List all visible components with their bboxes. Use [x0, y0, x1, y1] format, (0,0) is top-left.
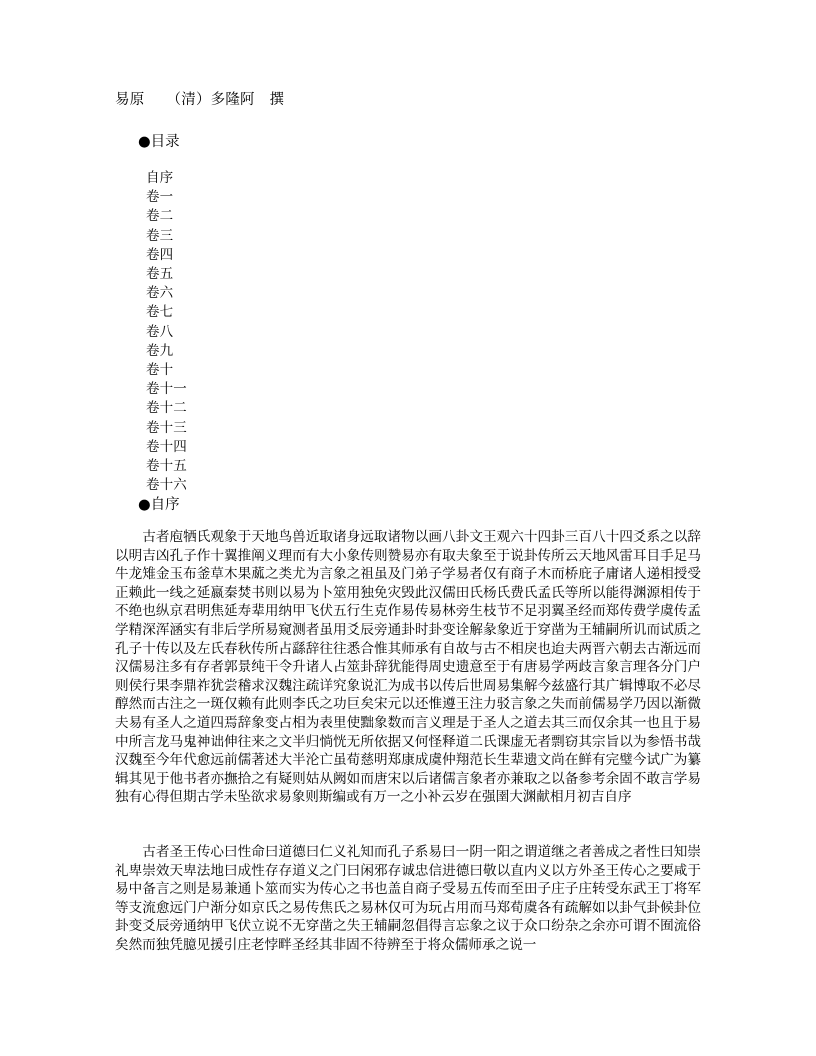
- document-title: 易原 （清）多隆阿 撰: [115, 92, 285, 108]
- table-of-contents: [146, 169, 187, 495]
- toc-heading: ●目录: [138, 134, 180, 150]
- toc-item-juan-10[interactable]: 卷十: [146, 362, 174, 379]
- preface-heading: ●自序: [138, 497, 180, 513]
- toc-item-juan-8[interactable]: 卷八: [146, 323, 174, 340]
- toc-item-juan-5[interactable]: 卷五: [146, 266, 174, 283]
- toc-item-juan-12[interactable]: 卷十二: [146, 400, 187, 417]
- toc-item-juan-11[interactable]: 卷十一: [146, 381, 187, 398]
- toc-item-juan-13[interactable]: 卷十三: [146, 419, 187, 436]
- toc-item-juan-15[interactable]: 卷十五: [146, 458, 187, 475]
- preface-paragraph-1: 古者庖牺氏观象于天地鸟兽近取诸身远取诸物以画八卦文王观六十四卦三百八十四爻系之以辞以明吉凶孔子作十翼推阐义理而有大小象传则赞易亦有取夫象至于说卦传所云天地风雷耳目手足马牛龙雉金玉布釜草木果蓏之类尤为言象之祖虽及门弟子学易者仅有商子木而桥庇子庸诸人递相授受正赖此一线之延嬴秦焚书则以易为卜筮用独免灾毁此汉儒田氏杨氏费氏孟氏等所以能得渊源相传于不绝也纵京君明焦延寿辈用纳甲飞伏五行生克作易传易林旁生枝节不足羽翼圣经而郑传费学虞传孟学精深浑涵实有非后学所易窥测者虽用爻辰旁通卦时卦变诠解彖象近于穿凿为王辅嗣所讥而试质之孔子十传以及左氏春秋传所占繇辞往往悉合惟其师承有自故与古不相戾也迨夫两晋六朝去古渐远而汉儒易注多有存者郭景纯干令升诸人占筮卦辞犹能得周史遗意至于有唐易学两歧言象言理各分门户则侯行果李鼎祚犹尝稽求汉魏注疏详究象说汇为成书以传后世周易集解今兹盛行其广辑博取不必尽醇然而古注之一斑仅赖有此则李氏之功巨矣宋元以还惟遵王注力驳言象之失而前儒易学乃因以渐微夫易有圣人之道四焉辞象变占相为表里使黜象数而言义理是于圣人之道去其三而仅余其一也且于易中所言龙马鬼神诎伸往来之文半归惝恍无所依据又何怪释道二氏课虚无者剽窃其宗旨以为参悟书哉汉魏至今年代愈远前儒著述大半沦亡虽荀慈明郑康成虞仲翔范长生辈遗文尚在鲜有完璧今试广为纂辑其见于他书者亦撫拾之有疑则姑从阙如而唐宋以后诸儒言象者亦兼取之以备参考余固不敢言学易独有心得但期古学未坠欲求易象则斯编或有万一之小补云岁在强圉大渊献相月初吉自序: [115, 529, 701, 806]
- toc-item-zixu[interactable]: 自序: [146, 170, 174, 186]
- toc-item-juan-9[interactable]: 卷九: [146, 342, 174, 359]
- toc-item-juan-7[interactable]: 卷七: [146, 304, 174, 321]
- toc-item-juan-1[interactable]: 卷一: [146, 189, 174, 206]
- toc-item-juan-14[interactable]: 卷十四: [146, 438, 187, 455]
- toc-item-juan-16[interactable]: 卷十六: [146, 477, 187, 494]
- toc-item-juan-6[interactable]: 卷六: [146, 285, 174, 302]
- preface-paragraph-2: 古者圣王传心曰性命曰道德曰仁义礼知而孔子系易曰一阴一阳之谓道继之者善成之者性曰知崇礼卑崇效天卑法地曰成性存存道义之门曰闲邪存诚忠信进德曰敬以直内义以方外圣王传心之要咸于易中备言之则是易兼通卜筮而实为传心之书也盖自商子受易五传而至田子庄子庄转受东武王丁将军等支流愈远门户渐分如京氏之易传焦氏之易林仅可为玩占用而马郑荀虞各有疏解如以卦气卦候卦位卦变爻辰旁通纳甲飞伏立说不无穿凿之失王辅嗣忽倡得言忘象之议于众口纷杂之余亦可谓不囿流俗矣然而独凭臆见援引庄老悖畔圣经其非固不待辨至于将众儒师承之说一: [115, 844, 701, 953]
- toc-item-juan-4[interactable]: 卷四: [146, 246, 174, 263]
- toc-item-juan-3[interactable]: 卷三: [146, 227, 174, 244]
- toc-item-juan-2[interactable]: 卷二: [146, 208, 174, 225]
